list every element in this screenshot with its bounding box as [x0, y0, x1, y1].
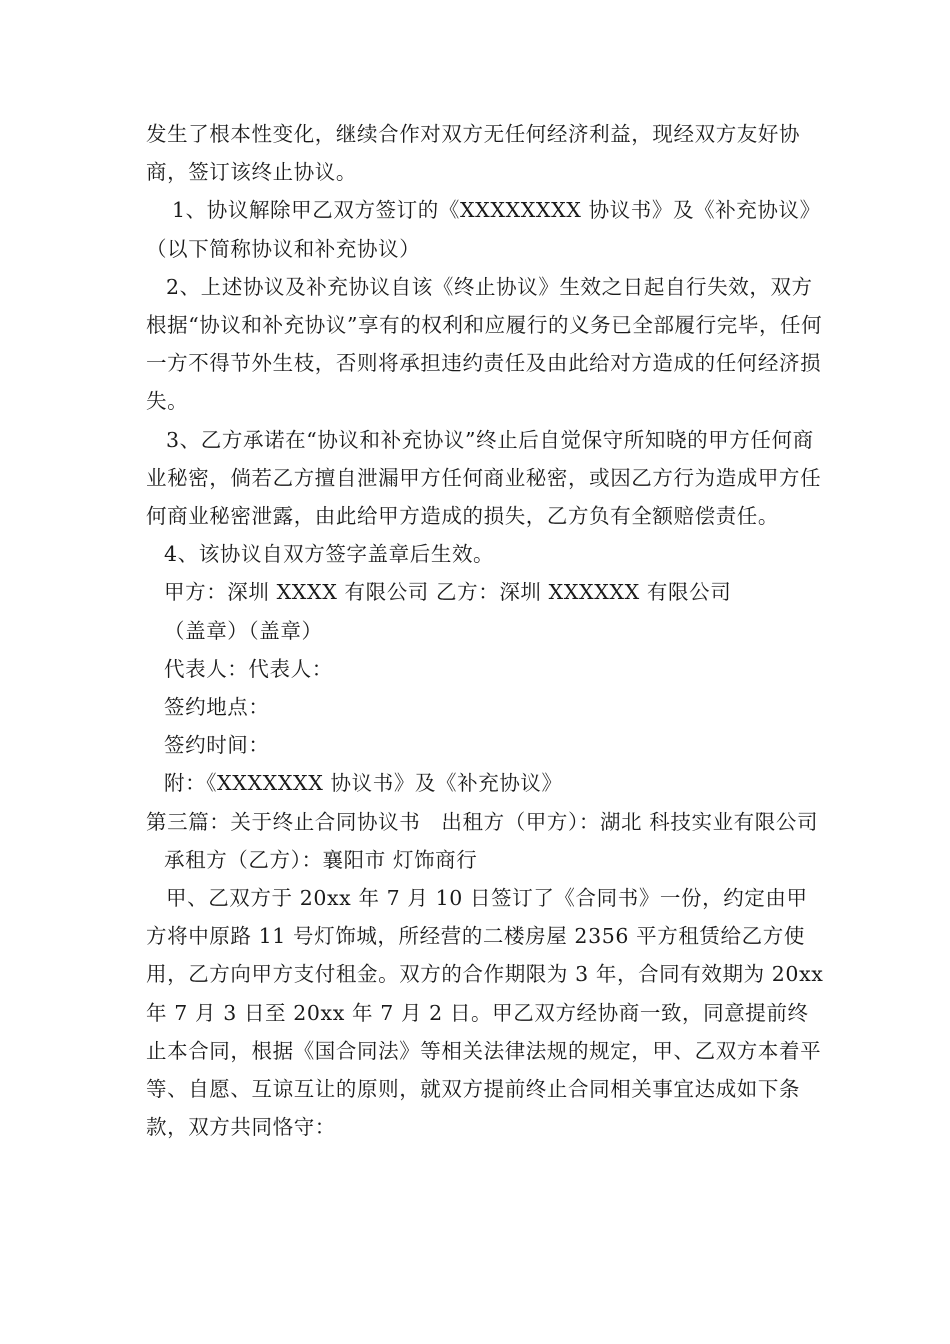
- paragraph-continuation: 发生了根本性变化，继续合作对双方无任何经济利益，现经双方友好协商，签订该终止协议。: [146, 122, 801, 185]
- clause-2: 2、上述协议及补充协议自该《终止协议》生效之日起自行失效，双方根据“协议和补充协议”享有的权利和应履行的义务已全部履行完毕，任何一方不得节外生枝，否则将承担违约责任及由此给对方造成的任何经济损失。: [146, 274, 823, 414]
- seal-line: （盖章）（盖章）: [164, 618, 323, 643]
- contract-body-paragraph: 甲、乙双方于 20xx 年 7 月 10 日签订了《合同书》一份，约定由甲方将中原路 11 号灯饰城，所经营的二楼房屋 2356 平方租赁给乙方使用，乙方向甲方支付租金。双方的合作期限为 3 年，合同有效期为 20xx 年 7 月 3 日至 20xx 年 7 月 2 日。甲乙双方经协商一致，同意提前终止本合同，根据《国合同法》等相关法律法规的规定，甲、乙双方本着平等、自愿、互谅互让的原则，就双方提前终止合同相关事宜达成如下条款，双方共同恪守：: [146, 886, 831, 1140]
- document-body: [146, 115, 831, 1146]
- representative-line: 代表人：代表人：: [164, 656, 333, 681]
- clause-1: 1、协议解除甲乙双方签订的《XXXXXXXX 协议书》及《补充协议》（以下简称协议和补充协议）: [146, 198, 821, 261]
- signing-location: 签约地点：: [164, 695, 270, 720]
- lessee-line: 承租方（乙方）：襄阳市 灯饰商行: [164, 847, 478, 872]
- signing-time: 签约时间：: [164, 733, 270, 758]
- clause-4: 4、该协议自双方签字盖章后生效。: [164, 542, 495, 567]
- attachment-line: 附：《XXXXXXX 协议书》及《补充协议》: [164, 771, 563, 796]
- clause-3: 3、乙方承诺在“协议和补充协议”终止后自觉保守所知晓的甲方任何商业秘密，倘若乙方擅自泄漏甲方任何商业秘密，或因乙方行为造成甲方任何商业秘密泄露，由此给甲方造成的损失，乙方负有全额赔偿责任。: [146, 427, 822, 529]
- section-three-heading: 第三篇：关于终止合同协议书 出租方（甲方）：湖北 科技实业有限公司: [146, 809, 819, 834]
- party-names: 甲方：深圳 XXXX 有限公司 乙方：深圳 XXXXXX 有限公司: [164, 580, 732, 605]
